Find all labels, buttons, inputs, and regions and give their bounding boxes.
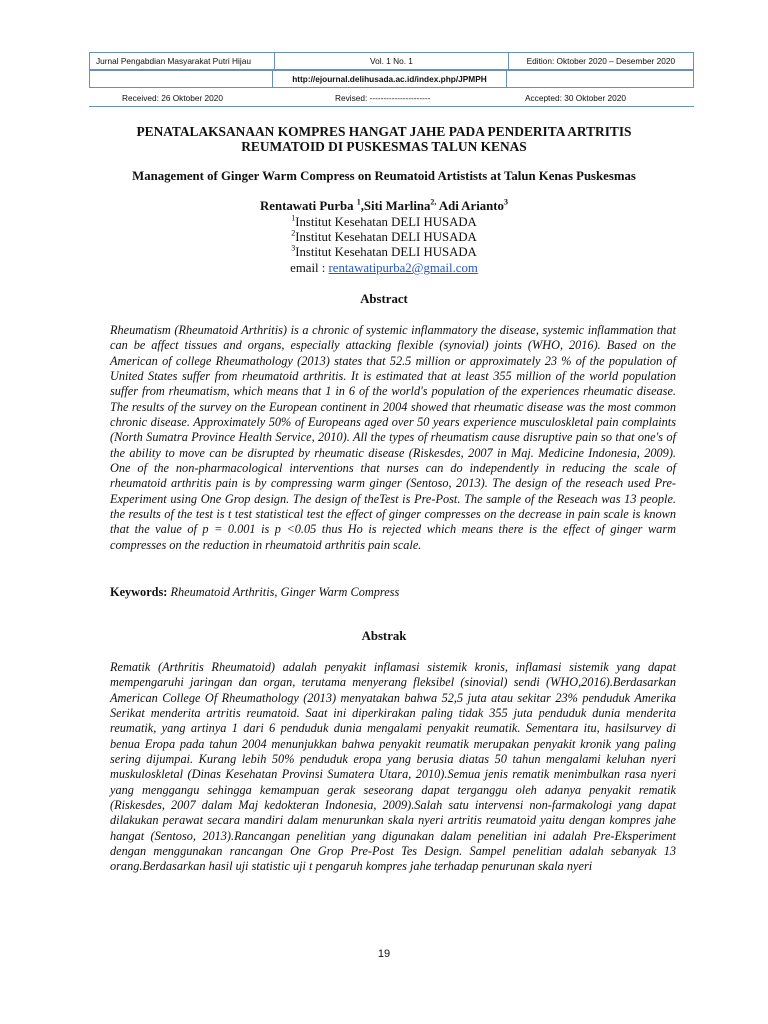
- author-1: Rentawati Purba: [260, 199, 357, 213]
- submission-dates: [89, 89, 694, 105]
- volume-number: Vol. 1 No. 1: [275, 53, 508, 70]
- received-date: Received: 26 Oktober 2020: [122, 93, 224, 103]
- keywords-line: [110, 585, 399, 600]
- author-2: ,Siti Marlina: [360, 199, 431, 213]
- keywords-label: Keywords:: [110, 585, 168, 599]
- accepted-date: Accepted: 30 Oktober 2020: [525, 93, 627, 103]
- affiliation-2: [0, 230, 768, 245]
- keywords-text: Rheumatoid Arthritis, Ginger Warm Compress: [167, 585, 400, 599]
- author-2-sup: 2,: [430, 197, 437, 207]
- journal-url-row: [89, 70, 694, 88]
- paper-title-line-1: PENATALAKSANAAN KOMPRES HANGAT JAHE PADA PENDERITA ARTRITIS: [136, 124, 632, 139]
- affiliation-3: [0, 245, 768, 260]
- author-3-sup: 3: [503, 197, 508, 207]
- journal-header-table: [89, 52, 694, 70]
- affiliation-2-text: Institut Kesehatan DELI HUSADA: [295, 230, 477, 244]
- revised-date: Revised: ----------------------: [335, 93, 431, 103]
- affiliation-1: [0, 215, 768, 230]
- author-3: Adi Arianto: [436, 199, 504, 213]
- edition-range: Edition: Oktober 2020 – Desember 2020: [508, 53, 693, 70]
- english-title: Management of Ginger Warm Compress on Reumatoid Artistists at Talun Kenas Puskesmas: [132, 169, 636, 183]
- email-label: email :: [290, 261, 329, 275]
- abstract-body: Rheumatism (Rheumatoid Arthritis) is a chronic of systemic inflammatory the disease, systemic inflammation that can be affect tissues and organs, especially attacking flexible (synovial) joints (WHO, 2016). Based on the American of college Rheumathology (2013) states that 52.5 million or approximately 23 % of the population of United States suffer from rheumatoid arthritis. It is estimated that at least 355 million of the world population suffer from rheumatism, which means that 1 in 6 of the world's population of the experiences rheumatic disease. The results of the survey on the European continent in 2004 showed that rheumatic disease was the most common chronic disease. Approximately 50% of Europeans aged over 50 years experience musculoskletal pain complaints (North Sumatra Province Health Service, 2010). All the types of rheumatism cause disruptive pain so that one's of the ability to move can be disrupted by rheumatic disease (Riskesdes, 2007 in Maj. Medicine Indonesia, 2009). One of the non-pharmacological interventions that nurses can do independently in reducing the scale of rheumatoid arthritis pain is by compressing warm ginger (Sentoso, 2013). The design of the reseach used Pre-Experiment using One Grop design. The design of theTest is Pre-Post. The sample of the Reseach was 13 people. the results of the test is t test statistical test the effect of ginger compresses on the decrease in pain scale is known that the value of p = 0.001 is p <0.05 thus Ho is rejected which means there is the effect of ginger warm compresses on the reduction in rheumatoid arthritis pain scale.: [110, 323, 676, 552]
- url-left-cell: [90, 71, 273, 88]
- journal-url: http://ejournal.delihusada.ac.id/index.php/JPMPH: [272, 71, 507, 88]
- author-list: [0, 199, 768, 214]
- page-number: 19: [377, 948, 391, 960]
- affiliation-2-sup: 2: [291, 228, 296, 238]
- journal-name: Jurnal Pengabdian Masyarakat Putri Hijau: [90, 53, 275, 70]
- affiliation-3-sup: 3: [291, 243, 296, 253]
- author-1-sup: 1: [356, 197, 361, 207]
- paper-title: [0, 124, 768, 154]
- affiliation-1-text: Institut Kesehatan DELI HUSADA: [295, 215, 477, 229]
- affiliation-3-text: Institut Kesehatan DELI HUSADA: [295, 245, 477, 259]
- email-line: [0, 261, 768, 276]
- header-divider: [89, 106, 694, 107]
- affiliation-1-sup: 1: [291, 213, 296, 223]
- email-link[interactable]: rentawatipurba2@gmail.com: [328, 261, 478, 275]
- paper-title-line-2: REUMATOID DI PUSKESMAS TALUN KENAS: [241, 139, 527, 154]
- abstrak-heading: Abstrak: [361, 629, 407, 643]
- abstract-heading: Abstract: [360, 292, 408, 306]
- url-right-cell: [507, 71, 694, 88]
- abstrak-body: Rematik (Arthritis Rheumatoid) adalah penyakit inflamasi sistemik kronis, inflamasi sistemik yang dapat mempengaruhi jaringan dan organ, terutama menyerang fleksibel (sinovial) sendi (WHO,2016).Berdasarkan American College Of Rheumathology (2013) menyatakan bahwa 52,5 juta atau sekitar 23% penduduk Amerika Serikat menderita artritis reumatoid. Saat ini diperkirakan paling tidak 355 juta penduduk dunia menderita reumatik, yang artinya 1 dari 6 penduduk dunia mengalami penyakit reumatik. Sementara itu, hasilsurvey di benua Eropa pada tahun 2004 menunjukkan bahwa penyakit reumatik merupakan penyakit kronik yang paling sering dijumpai. Kurang lebih 50% penduduk eropa yang berusia diatas 50 tahun mengalami keluhan nyeri muskuloskletal (Dinas Kesehatan Provinsi Sumatera Utara, 2010).Semua jenis rematik menimbulkan rasa nyeri yang menggangu sehingga kemampuan gerak seseorang dapat terganggu oleh adanya penyakit rematik (Riskesdes, 2007 dalam Maj kedokteran Indonesia, 2009).Salah satu intervensi non-farmakologi yang dapat dilakukan perawat secara mandiri dalam menurunkan skala nyeri artritis reumatoid yaitu dengan kompres jahe hangat (Sentoso, 2013).Rancangan penelitian yang digunakan dalam penelitian ini adalah Pre-Eksperiment dengan menggunakan rancangan One Grop Pre-Post Tes Design. Sampel penelitian adalah sebanyak 13 orang.Berdasarkan hasil uji statistic uji t pengaruh kompres jahe terhadap penurunan skala nyeri: [110, 660, 676, 874]
